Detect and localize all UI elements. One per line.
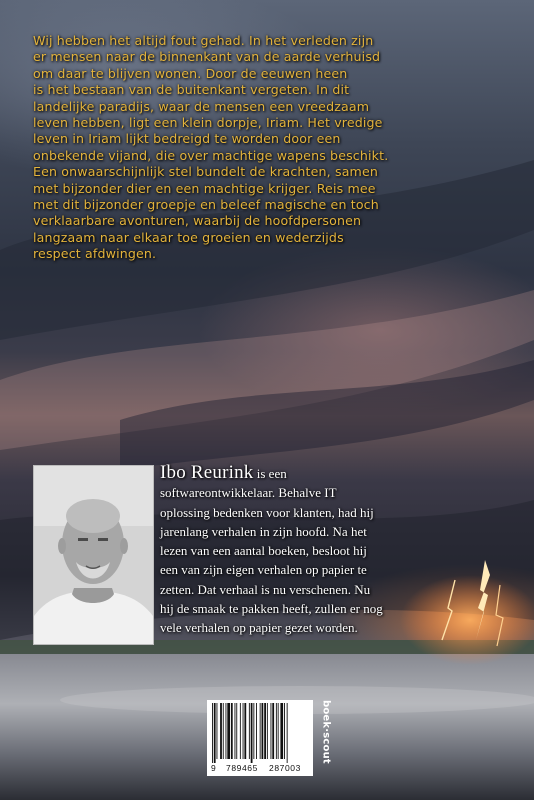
- blurb-line: leven in Iriam lijkt bedreigd te worden door een: [33, 131, 341, 147]
- barcode-bar: [212, 703, 213, 763]
- barcode-bar: [226, 703, 227, 759]
- bio-line: softwareontwikkelaar. Behalve IT: [160, 485, 337, 501]
- barcode-bar: [260, 703, 261, 759]
- isbn-left-digits: 789465: [226, 763, 258, 773]
- barcode-bar: [236, 703, 237, 759]
- barcode-bar: [271, 703, 272, 759]
- blurb-line: om daar te blijven wonen. Door de eeuwen heen: [33, 65, 348, 81]
- barcode-bar: [278, 703, 279, 759]
- bio-line: een van zijn eigen verhalen op papier te: [160, 562, 367, 578]
- barcode-bar: [235, 703, 236, 759]
- bio-line: is een: [256, 466, 287, 481]
- bio-line: hij de smaak te pakken heeft, zullen er nog: [160, 601, 383, 617]
- isbn-right-digits: 287003: [269, 763, 301, 773]
- blurb-line: met dit bijzonder groepje en beleef magische en toch: [33, 197, 379, 213]
- bio-line: oplossing bedenken voor klanten, had hij: [160, 504, 374, 520]
- barcode-bar: [251, 703, 253, 763]
- barcode-bar: [249, 703, 250, 759]
- barcode-bar: [243, 703, 244, 759]
- barcode-bars: [210, 703, 310, 763]
- barcode-bar: [227, 703, 230, 759]
- barcode-bar: [223, 703, 224, 759]
- blurb-line: onbekende vijand, die over machtige wapens beschikt.: [33, 147, 389, 163]
- bio-line: vele verhalen op papier gezet worden.: [160, 620, 358, 636]
- barcode-bar: [220, 703, 222, 759]
- barcode-bar: [231, 703, 233, 759]
- isbn-number: [209, 763, 311, 774]
- barcode-bar: [256, 703, 257, 759]
- bio-line: lezen van een aantal boeken, besloot hij: [160, 543, 367, 559]
- bio-line: jarenlang verhalen in zijn hoofd. Na het: [160, 523, 367, 539]
- barcode-bar: [284, 703, 285, 759]
- barcode-bar: [244, 703, 246, 759]
- barcode-bar: [276, 703, 277, 759]
- publisher-logo: [318, 700, 334, 778]
- author-bio: [160, 463, 440, 638]
- barcode-bar: [272, 703, 274, 759]
- barcode-bar: [217, 703, 218, 759]
- blurb-line: Wij hebben het altijd fout gehad. In het verleden zijn: [33, 33, 374, 48]
- blurb-line: leven hebben, ligt een klein dorpje, Iriam. Het vredige: [33, 115, 383, 131]
- barcode-bar: [280, 703, 283, 759]
- barcode-bar: [264, 703, 266, 759]
- barcode-bar: [262, 703, 264, 759]
- blurb-line: langzaam naar elkaar toe groeien en wederzijds: [33, 229, 344, 245]
- author-portrait-photo: [33, 465, 154, 645]
- book-blurb: [33, 33, 511, 263]
- barcode-bar: [214, 703, 216, 763]
- blurb-line: is het bestaan van de buitenkant vergeten. In dit: [33, 82, 350, 98]
- blurb-line: met bijzonder dier en een machtige krijger. Reis mee: [33, 180, 376, 196]
- blurb-line: er mensen naar de binnenkant van de aarde verhuisd: [33, 49, 381, 65]
- barcode-bar: [240, 703, 241, 759]
- author-name: Ibo Reurink: [160, 462, 254, 483]
- bio-line: zetten. Dat verhaal is nu verschenen. Nu: [160, 581, 371, 597]
- isbn-barcode: [207, 700, 313, 776]
- publisher-logo-text: boek·scout: [320, 700, 332, 764]
- isbn-prefix: 9: [211, 763, 216, 773]
- barcode-bar: [287, 703, 288, 763]
- barcode-bar: [253, 703, 254, 759]
- barcode-bar: [267, 703, 268, 759]
- blurb-line: respect afdwingen.: [33, 246, 157, 262]
- blurb-line: Een onwaarschijnlijk stel bundelt de krachten, samen: [33, 164, 379, 180]
- blurb-line: verklaarbare avonturen, waarbij de hoofdpersonen: [33, 213, 362, 229]
- blurb-line: landelijke paradijs, waar de mensen een vreedzaam: [33, 98, 370, 114]
